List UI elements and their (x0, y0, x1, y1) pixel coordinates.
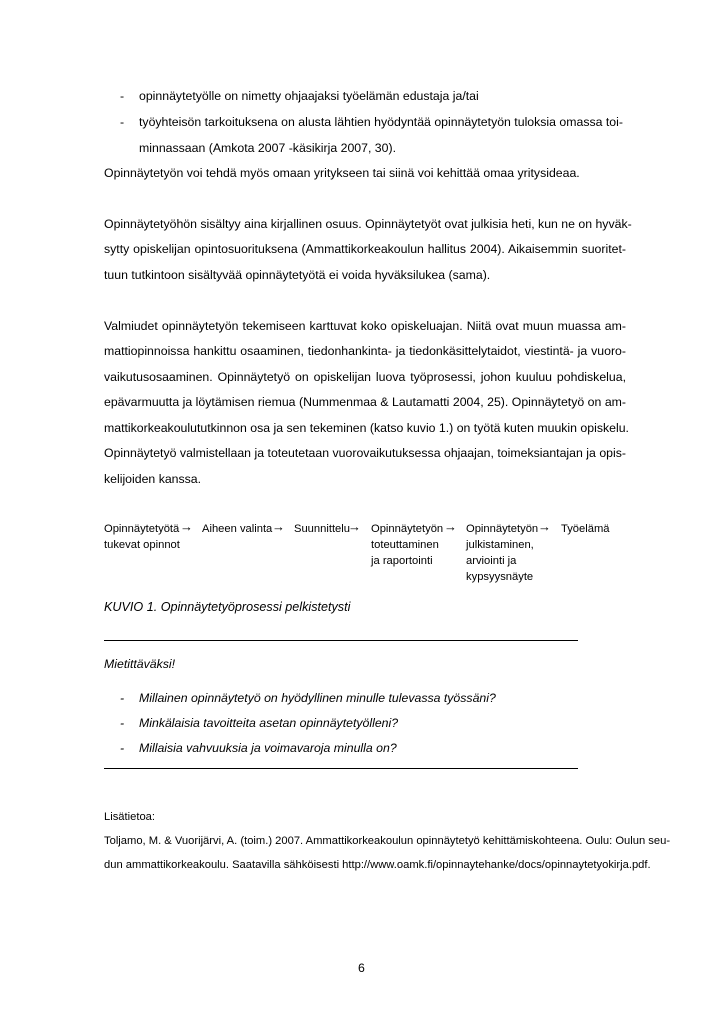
reference-line: Toljamo, M. & Vuorijärvi, A. (toim.) 2007. Ammattikorkeakoulun opinnäytetyö kehittämiskohteena. Oulu: Oulun seu- (104, 835, 671, 847)
flow-step-line: arviointi ja (466, 555, 517, 567)
paragraph-line: mattikorkeakoulututkinnon osa ja sen tekeminen (katso kuvio 1.) on työtä kuten muukin opiskelu. (104, 421, 629, 435)
more-info-heading: Lisätietoa: (104, 811, 155, 823)
bullet-item-continued: minnassaan (Amkota 2007 -käsikirja 2007, 30). (139, 141, 396, 155)
flow-step-topic-selection (202, 521, 272, 537)
reference-line: dun ammattikorkeakoulu. Saatavilla sähköisesti http://www.oamk.fi/opinnaytehanke/docs/opinnaytetyokirja.pdf. (104, 859, 651, 871)
paragraph-line: vaikutusosaaminen. Opinnäytetyö on opiskelijan luova työprosessi, johon kuuluu pohdiskelua, (104, 370, 626, 384)
think-question: Millaisia vahvuuksia ja voimavaroja minulla on? (139, 741, 397, 755)
bullet-item: työyhteisön tarkoituksena on alusta lähtien hyödyntää opinnäytetyön tuloksia omassa toi- (139, 115, 623, 129)
flow-step-working-life (561, 521, 610, 537)
flow-step-line: Opinnäytetyön (371, 523, 444, 535)
paragraph-line: Opinnäytetyöhön sisältyy aina kirjallinen osuus. Opinnäytetyöt ovat julkisia heti, kun ne on hyväk- (104, 217, 632, 231)
arrow-icon: → (272, 519, 285, 534)
paragraph-line: epävarmuutta ja löytämisen riemua (Nummenmaa & Lautamatti 2004, 25). Opinnäytetyö on am- (104, 395, 626, 409)
flow-step-line: Työelämä (561, 523, 610, 535)
paragraph-line: Valmiudet opinnäytetyön tekemiseen karttuvat koko opiskeluajan. Niitä ovat muun muassa am- (104, 319, 626, 333)
paragraph-line: Opinnäytetyö valmistellaan ja toteutetaan vuorovaikutuksessa ohjaajan, toimeksiantajan ja opis- (104, 446, 626, 460)
page-number: 6 (358, 961, 365, 975)
flow-step-supporting-studies (104, 521, 180, 553)
flow-step-line: Aiheen valinta (202, 523, 273, 535)
paragraph-line: kelijoiden kanssa. (104, 472, 202, 486)
flow-step-line: Opinnäytetyön (466, 523, 539, 535)
arrow-icon: → (180, 519, 193, 534)
horizontal-rule (104, 640, 578, 641)
paragraph-line: tuun tutkintoon sisältyvää opinnäytetyötä ei voida hyväksilukea (sama). (104, 268, 491, 282)
flow-step-line: Suunnittelu (294, 523, 350, 535)
think-question: Minkälaisia tavoitteita asetan opinnäytetyölleni? (139, 716, 399, 730)
paragraph-own-company: Opinnäytetyön voi tehdä myös omaan yritykseen tai siinä voi kehittää omaa yritysideaa. (104, 166, 580, 180)
flow-step-line: tukevat opinnot (104, 539, 180, 551)
arrow-icon: → (348, 519, 361, 534)
bullet-dash: - (120, 741, 125, 755)
flow-step-line: julkistaminen, (466, 539, 534, 551)
bullet-item: opinnäytetyölle on nimetty ohjaajaksi työelämän edustaja ja/tai (139, 89, 479, 103)
flow-step-line: toteuttaminen (371, 539, 439, 551)
flow-step-planning (294, 521, 350, 537)
horizontal-rule (104, 768, 578, 769)
flow-step-line: ja raportointi (371, 555, 433, 567)
paragraph-line: sytty opiskelijan opintosuorituksena (Ammattikorkeakoulun hallitus 2004). Aikaisemmin suoritet- (104, 242, 626, 256)
bullet-dash: - (120, 89, 125, 103)
arrow-icon: → (538, 519, 551, 534)
arrow-icon: → (444, 519, 457, 534)
think-heading: Mietittäväksi! (104, 657, 176, 671)
flow-step-publication (466, 521, 538, 585)
bullet-dash: - (120, 115, 125, 129)
flow-step-implementation (371, 521, 443, 569)
bullet-dash: - (120, 691, 125, 705)
flow-step-line: kypsyysnäyte (466, 571, 534, 583)
flow-step-line: Opinnäytetyötä (104, 523, 180, 535)
figure-caption: KUVIO 1. Opinnäytetyöprosessi pelkistetysti (104, 600, 351, 614)
bullet-dash: - (120, 716, 125, 730)
think-question: Millainen opinnäytetyö on hyödyllinen minulle tulevassa työssäni? (139, 691, 496, 705)
paragraph-line: mattiopinnoissa hankittu osaaminen, tiedonhankinta- ja tiedonkäsittelytaidot, viestintä- ja vuoro- (104, 344, 626, 358)
